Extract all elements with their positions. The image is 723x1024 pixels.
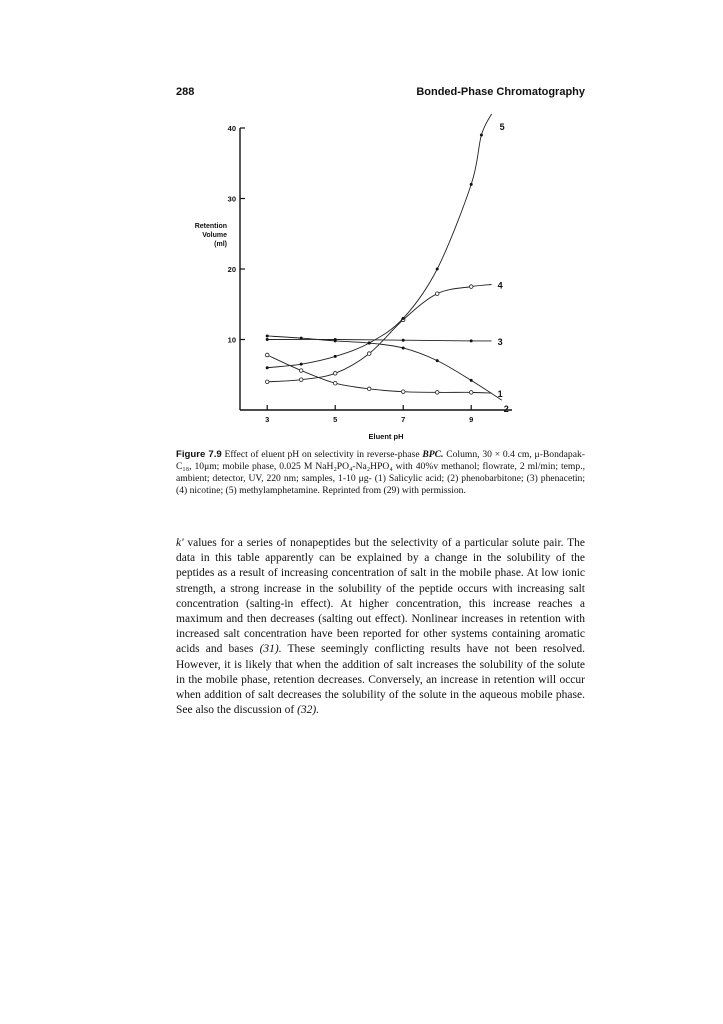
series-1-point: [299, 369, 303, 373]
caption-label: Figure 7.9: [176, 449, 222, 460]
retention-vs-ph-chart: [176, 108, 556, 444]
y-axis-label-line-3: (ml): [214, 241, 227, 248]
series-label-2: 2: [503, 404, 509, 415]
series-4-point: [333, 372, 337, 376]
series-3-point: [266, 338, 269, 341]
series-2-point: [402, 346, 405, 349]
citation-31: (31).: [259, 643, 282, 656]
series-5-point: [402, 317, 405, 320]
series-4-point: [299, 378, 303, 382]
x-tick-label: 3: [265, 415, 270, 424]
citation-32: (32).: [297, 704, 320, 717]
y-tick-label: 30: [227, 194, 236, 204]
running-head: Bonded-Phase Chromatography: [416, 86, 585, 98]
series-4-point: [435, 292, 439, 296]
caption-text-1: Effect of eluent pH on selectivity in reverse-phase: [221, 449, 423, 460]
series-1-point: [401, 390, 405, 394]
series-4-point: [469, 285, 473, 289]
y-tick-label: 40: [227, 124, 236, 133]
series-4-point: [265, 380, 269, 384]
x-axis-label: Eluent pH: [368, 432, 404, 441]
caption-text-2: Column, 30 × 0.4 cm, μ-Bondapak-C₁₈, 10μm; mobile phase, 0.025 M NaH₂PO₄-Na₂HPO₄ with 40%v methanol; flowrate, 2 ml/min; temp., ambient; detector, UV, 220 nm; samples, 1-10 μg- (1) Salicylic acid; (2) phenobarbitone; (3) phenacetin; (4) nicotine; (5) methylamphetamine. Reprinted from (29) with permission.: [176, 449, 585, 496]
series-2-point: [436, 359, 439, 362]
series-label-3: 3: [497, 336, 503, 347]
k-prime: k': [176, 537, 184, 549]
series-2-point: [266, 334, 269, 337]
series-1-point: [469, 391, 473, 395]
series-5-point: [300, 363, 303, 366]
series-5-point: [334, 355, 337, 358]
y-tick-label: 10: [227, 335, 236, 345]
body-text-2: These seemingly conflicting results have not been resolved. However, it is likely that when the addition of salt increases the solubility of the solute in the mobile phase, retention decreases. Conversely, an increase in retention will occur when addition of salt decreases the solubility of the solute in the aqueous mobile phase. See also the discussion of: [176, 643, 585, 717]
page-number: 288: [176, 86, 195, 98]
body-paragraph: [176, 536, 585, 718]
series-1-point: [367, 387, 371, 391]
series-3-point: [334, 338, 337, 341]
series-5-point: [470, 183, 473, 186]
caption-bpc: BPC.: [422, 449, 444, 460]
y-tick-label: 20: [227, 265, 236, 274]
series-label-5: 5: [499, 122, 505, 132]
y-axis-label-line-1: Retention: [194, 223, 227, 230]
series-1-point: [265, 353, 269, 357]
series-5-point: [266, 366, 269, 369]
series-3-point: [470, 339, 473, 342]
series-5-point: [436, 268, 439, 271]
x-tick-label: 9: [469, 415, 474, 424]
series-line-1: [267, 355, 491, 393]
series-line-4: [267, 285, 491, 382]
x-tick-label: 7: [401, 415, 406, 424]
series-4-point: [367, 352, 371, 356]
figure-caption: [176, 449, 585, 497]
series-line-5: [267, 114, 491, 368]
series-5-point: [368, 342, 371, 345]
series-line-3: [267, 339, 491, 341]
series-label-1: 1: [497, 389, 503, 400]
series-label-4: 4: [497, 280, 503, 291]
series-1-point: [435, 391, 439, 395]
series-2-point: [470, 379, 473, 382]
series-3-point: [402, 339, 405, 342]
series-5-point: [480, 134, 483, 137]
y-axis-label-line-2: Volume: [202, 232, 227, 239]
body-text-1: values for a series of nonapeptides but the selectivity of a particular solute pair. The data in this table apparently can be explained by a change in the solubility of the peptides as a result of increasing concentration of salt in the mobile phase. At low ionic strength, a strong increase in the solubility of the peptide occurs with increasing salt concentration (salting-in effect). At higher concentration, this increase reaches a maximum and then decreases (salting out effect). Nonlinear increases in retention with increased salt concentration have been reported for other systems containing aromatic acids and bases: [176, 537, 585, 656]
x-tick-label: 5: [333, 415, 338, 424]
series-1-point: [333, 381, 337, 385]
